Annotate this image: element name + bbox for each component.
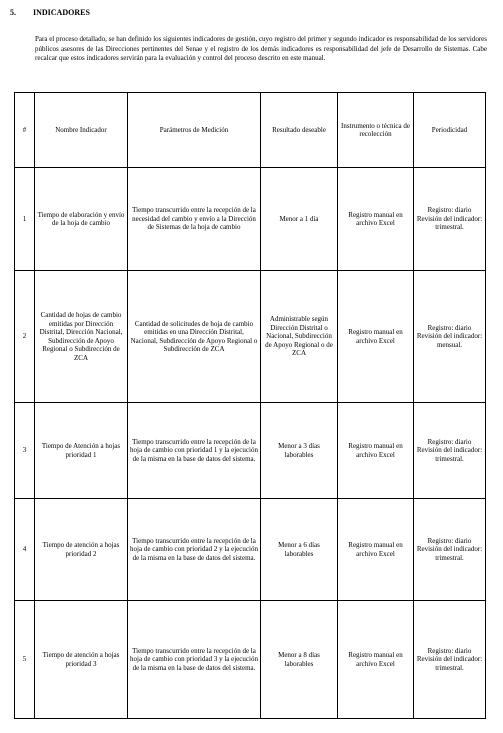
cell-instrument: Registro manual en archivo Excel: [338, 271, 414, 403]
cell-num: 1: [15, 168, 35, 271]
cell-result: Menor a 1 día: [261, 168, 338, 271]
cell-period: Registro: diario Revisión del indicador: trimestral.: [414, 601, 486, 719]
intro-paragraph: Para el proceso detallado, se han definido los siguientes indicadores de gestión, cuyo registro del primer y segundo indicador es responsabilidad de los servidores públicos asesores de las Direcciones pertinentes del Senae y el registro de los demás indicadores es responsabilidad del jefe de Desarrollo de Sistemas. Cabe recalcar que estos indicadores servirán para la evaluación y control del proceso descrito en este manual.: [35, 35, 487, 62]
cell-params: Tiempo transcurrido entre la recepción de la necesidad del cambio y envío a la Dirección de Sistemas de la hoja de cambio: [128, 168, 261, 271]
cell-num: 5: [15, 601, 35, 719]
cell-period: Registro: diario Revisión del indicador: mensual.: [414, 271, 486, 403]
header-period: Periodicidad: [414, 93, 486, 168]
cell-result: Menor a 8 días laborables: [261, 601, 338, 719]
cell-period: Registro: diario Revisión del indicador: trimestral.: [414, 168, 486, 271]
cell-num: 3: [15, 403, 35, 499]
cell-params: Cantidad de solicitudes de hoja de cambio emitidas en una Dirección Distrital, Nacional, Subdirección de Apoyo Regional o Subdirección de ZCA: [128, 271, 261, 403]
cell-name: Tiempo de elaboración y envío de la hoja de cambio: [35, 168, 128, 271]
cell-period: Registro: diario Revisión del indicador: trimestral.: [414, 403, 486, 499]
cell-instrument: Registro manual en archivo Excel: [338, 168, 414, 271]
section-title: INDICADORES: [33, 8, 90, 17]
cell-num: 2: [15, 271, 35, 403]
header-name: Nombre Indicador: [35, 93, 128, 168]
header-result: Resultado deseable: [261, 93, 338, 168]
cell-result: Menor a 6 días laborables: [261, 499, 338, 601]
cell-params: Tiempo transcurrido entre la recepción de la hoja de cambio con prioridad 1 y la ejecución de la misma en la base de datos del sistema.: [128, 403, 261, 499]
cell-num: 4: [15, 499, 35, 601]
table-row: [15, 499, 486, 601]
cell-name: Cantidad de hojas de cambio emitidas por Dirección Distrital, Dirección Nacional, Subdirección de Apoyo Regional o Subdirección de ZCA: [35, 271, 128, 403]
cell-name: Tiempo de atención a hojas prioridad 2: [35, 499, 128, 601]
indicators-table: [14, 92, 486, 719]
cell-result: Administrable según Dirección Distrital o Nacional, Subdirección de Apoyo Regional o de ZCA: [261, 271, 338, 403]
section-heading: [10, 8, 90, 17]
table-row: [15, 403, 486, 499]
table-header-row: [15, 93, 486, 168]
cell-period: Registro: diario Revisión del indicador: trimestral.: [414, 499, 486, 601]
table-row: [15, 168, 486, 271]
header-num: #: [15, 93, 35, 168]
header-params: Parámetros de Medición: [128, 93, 261, 168]
cell-params: Tiempo transcurrido entre la recepción de la hoja de cambio con prioridad 2 y la ejecución de la misma en la base de datos del sistema.: [128, 499, 261, 601]
table-row: [15, 271, 486, 403]
table-row: [15, 601, 486, 719]
cell-result: Menor a 3 días laborables: [261, 403, 338, 499]
cell-instrument: Registro manual en archivo Excel: [338, 601, 414, 719]
cell-params: Tiempo transcurrido entre la recepción de la hoja de cambio con prioridad 3 y la ejecución de la misma en la base de datos del sistema.: [128, 601, 261, 719]
section-number: 5.: [10, 8, 16, 17]
cell-instrument: Registro manual en archivo Excel: [338, 403, 414, 499]
header-instrument: Instrumento o técnica de recolección: [338, 93, 414, 168]
cell-instrument: Registro manual en archivo Excel: [338, 499, 414, 601]
cell-name: Tiempo de Atención a hojas prioridad 1: [35, 403, 128, 499]
cell-name: Tiempo de atención a hojas prioridad 3: [35, 601, 128, 719]
